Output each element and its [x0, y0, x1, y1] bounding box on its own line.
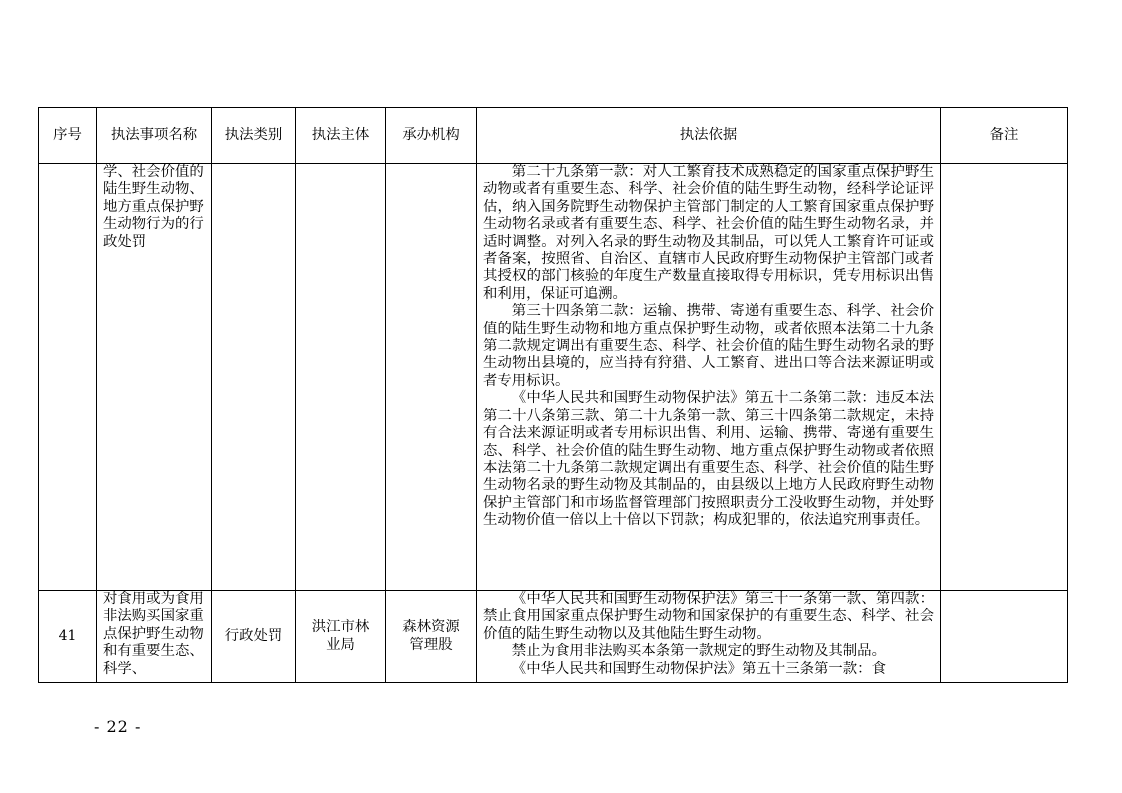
basis-paragraph: 《中华人民共和国野生动物保护法》第三十一条第一款、第四款：禁止食用国家重点保护野生动物和国家保护的有重要生态、科学、社会价值的陆生野生动物以及其他陆生野生动物。 [483, 591, 934, 642]
basis-paragraph: 《中华人民共和国野生动物保护法》第五十二条第二款：违反本法第二十八条第三款、第二十九条第一款、第三十四条第二款规定，未持有合法来源证明或者专用标识出售、利用、运输、携带、寄递有重要生态、科学、社会价值的陆生野生动物、地方重点保护野生动物或者依照本法第二十九条第二款规定调出有重要生态、科学、社会价值的陆生野生动物名录的野生动物及其制品的，由县级以上地方人民政府野生动物保护主管部门和市场监督管理部门按照职责分工没收野生动物，并处野生动物价值一倍以上十倍以下罚款；构成犯罪的，依法追究刑事责任。 [483, 390, 934, 529]
cell-seq: 41 [39, 591, 97, 683]
header-seq: 序号 [39, 108, 97, 164]
cell-subject [296, 164, 386, 591]
header-row [39, 108, 1068, 164]
basis-paragraph: 《中华人民共和国野生动物保护法》第五十三条第一款：食 [511, 660, 886, 677]
header-category: 执法类别 [212, 108, 296, 164]
table-row [39, 591, 1068, 683]
cell-subject: 洪江市林业局 [296, 591, 386, 683]
table-row [39, 164, 1068, 591]
cell-agency: 森林资源管理股 [386, 591, 477, 683]
page-number: - 22 - [94, 717, 142, 736]
cell-agency [386, 164, 477, 591]
cell-category [212, 164, 296, 591]
header-agency: 承办机构 [386, 108, 477, 164]
header-subject: 执法主体 [296, 108, 386, 164]
cell-item-name: 对食用或为食用非法购买国家重点保护野生动物和有重要生态、科学、 [97, 591, 212, 683]
cell-basis [477, 591, 941, 683]
basis-paragraph: 禁止为食用非法购买本条第一款规定的野生动物及其制品。 [511, 643, 886, 660]
cell-seq [39, 164, 97, 591]
basis-paragraph: 第二十九条第一款：对人工繁育技术成熟稳定的国家重点保护野生动物或者有重要生态、科学、社会价值的陆生野生动物，经科学论证评估，纳入国务院野生动物保护主管部门制定的人工繁育国家重点保护野生动物名录或者有重要生态、科学、社会价值的陆生野生动物名录，并适时调整。对列入名录的野生动物及其制品，可以凭人工繁育许可证或者备案，按照省、自治区、直辖市人民政府野生动物保护主管部门或者其授权的部门核验的年度生产数量直接取得专用标识，凭专用标识出售和利用，保证可追溯。 [483, 164, 934, 302]
header-basis: 执法依据 [477, 108, 941, 164]
law-enforcement-table [38, 107, 1068, 683]
cell-remark [941, 164, 1068, 591]
cell-basis [477, 164, 941, 591]
basis-paragraph: 第三十四条第二款：运输、携带、寄递有重要生态、科学、社会价值的陆生野生动物和地方重点保护野生动物，或者依照本法第二十九条第二款规定调出有重要生态、科学、社会价值的陆生野生动物名录的野生动物出县境的，应当持有狩猎、人工繁育、进出口等合法来源证明或者专用标识。 [483, 303, 934, 389]
cell-remark [941, 591, 1068, 683]
cell-item-name: 学、社会价值的陆生野生动物、地方重点保护野生动物行为的行政处罚 [97, 164, 212, 591]
header-remark: 备注 [941, 108, 1068, 164]
cell-category: 行政处罚 [212, 591, 296, 683]
header-item-name: 执法事项名称 [97, 108, 212, 164]
